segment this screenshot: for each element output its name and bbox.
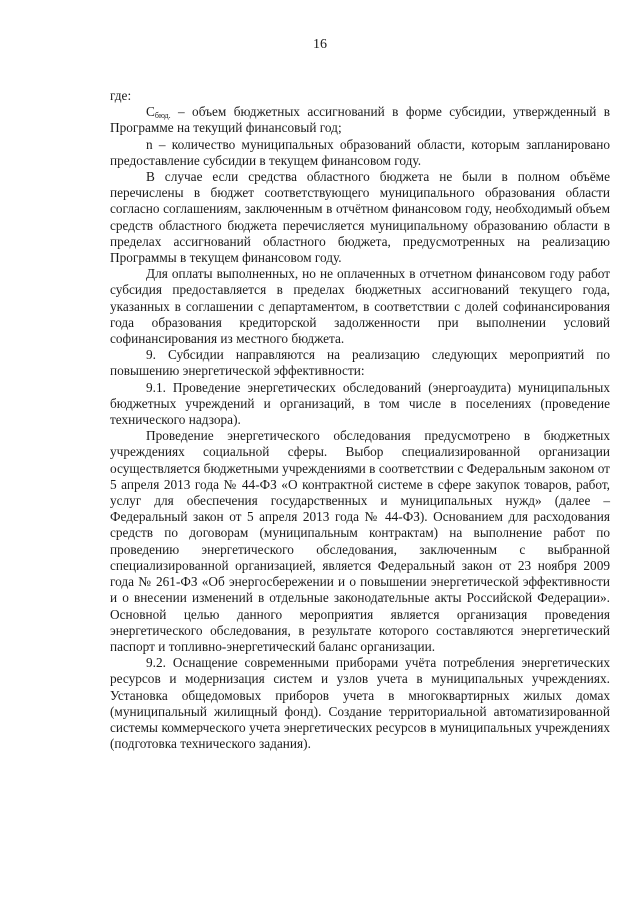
paragraph-section-9: 9. Субсидии направляются на реализацию следующих мероприятий по повышению энергетической эффективности: (110, 347, 610, 379)
formula-symbol-c: С (146, 104, 155, 120)
paragraph-section-9-1: 9.1. Проведение энергетических обследований (энергоаудита) муниципальных бюджетных учреждений и организаций, в том числе в поселениях (проведение технического надзора). (110, 379, 610, 428)
paragraph-payment-completed-works: Для оплаты выполненных, но не оплаченных в отчетном финансовом году работ субсидия предоставляется в пределах бюджетных ассигнований текущего года, указанных в соглашении с департаментом, в соответствии с долей софинансирования года образования кредиторской задолженности при выполнении условий софинансирования из местного бюджета. (110, 266, 610, 347)
formula-subscript: бюд. (154, 111, 171, 121)
document-body (110, 88, 610, 752)
definition-c-budget (110, 104, 610, 136)
definition-n: n – количество муниципальных образований области, которым запланировано предоставление субсидии в текущем финансовом году. (110, 136, 610, 168)
page-number: 16 (313, 37, 327, 52)
paragraph-section-9-2: 9.2. Оснащение современными приборами учёта потребления энергетических ресурсов и модернизация систем и узлов учета в муниципальных учреждениях. Установка общедомовых приборов учета в многоквартирных жилых домах (муниципальный жилищный фонд). Создание территориальной автоматизированной системы коммерческого учета энергетических ресурсов в муниципальных учреждениях (подготовка технического задания). (110, 655, 610, 752)
where-label: где: (110, 88, 132, 103)
paragraph-energy-audit: Проведение энергетического обследования предусмотрено в бюджетных учреждениях социальной сферы. Выбор специализированной организации осуществляется бюджетными учреждениями в соответствии с Федеральным законом от 5 апреля 2013 года № 44-ФЗ «О контрактной системе в сфере закупок товаров, работ, услуг для обеспечения государственных и муниципальных нужд» (далее – Федеральный закон от 5 апреля 2013 года № 44-ФЗ). Основанием для расходования средств по договорам (муниципальным контрактам) на выполнение работ по проведению энергетического обследования, заключенным с выбранной специализированной организацией, является Федеральный закон от 23 ноября 2009 года № 261-ФЗ «Об энергосбережении и о повышении энергетической эффективности и о внесении изменений в отдельные законодательные акты Российской Федерации». Основной целью данного мероприятия является организация проведения энергетического обследования, в результате которого составляются энергетический паспорт и топливно-энергетический баланс организации. (110, 428, 610, 654)
definition-c-text: – объем бюджетных ассигнований в форме субсидии, утвержденный в Программе на текущий финансовый год; (110, 104, 610, 136)
paragraph-unpaid-funds: В случае если средства областного бюджета не были в полном объёме перечислены в бюджет соответствующего муниципального образования области согласно соглашениям, заключенным в отчётном финансовом году, необходимый объем средств областного бюджета перечисляется муниципальному образованию области в пределах ассигнований областного бюджета, предусмотренных на реализацию Программы в текущем финансовом году. (110, 169, 610, 266)
